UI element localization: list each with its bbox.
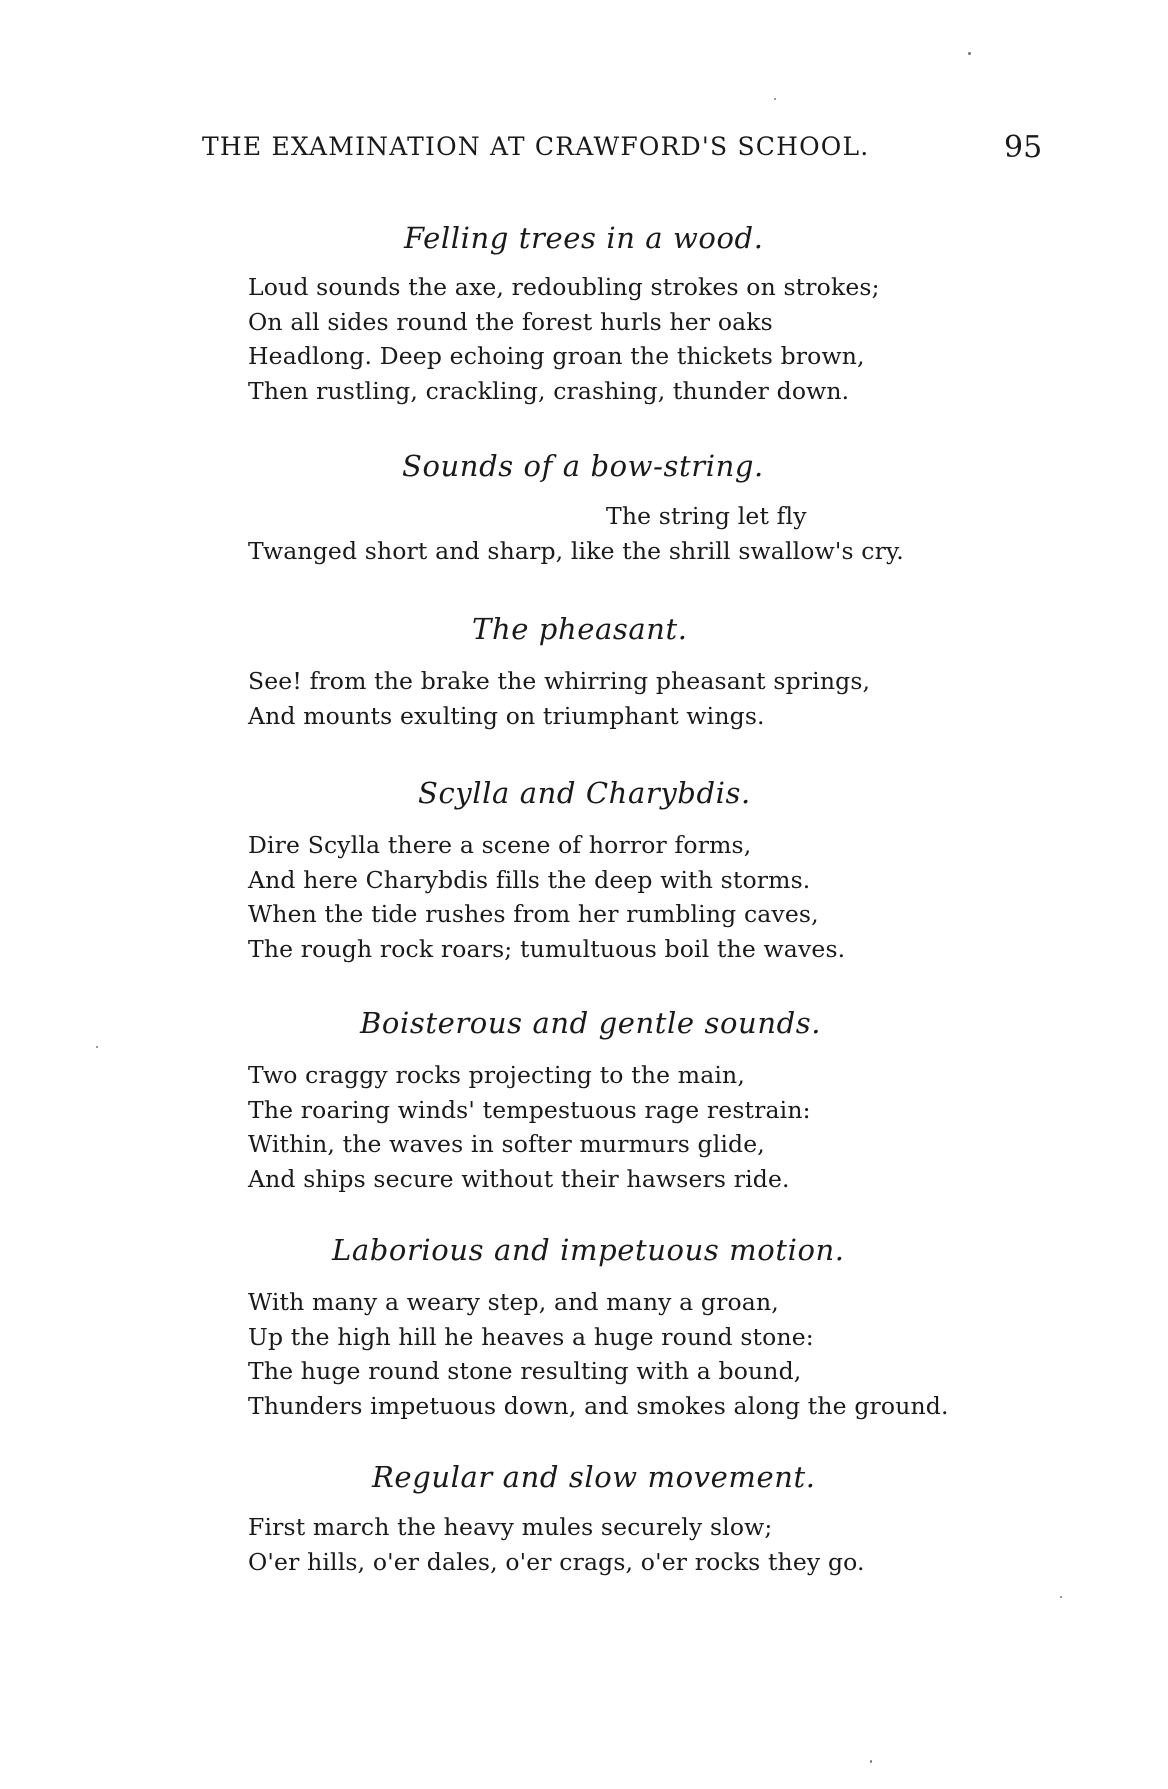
- verse-line: Dire Scylla there a scene of horror forms,: [248, 831, 752, 859]
- page-number: 95: [1004, 130, 1043, 165]
- verse-line: Headlong. Deep echoing groan the thickets brown,: [248, 342, 865, 370]
- verse-line: The rough rock roars; tumultuous boil the waves.: [248, 934, 846, 963]
- verse-line: Two craggy rocks projecting to the main,: [248, 1061, 745, 1089]
- verse-line: The string let fly: [606, 502, 807, 530]
- verse: [248, 664, 870, 733]
- verse: [248, 828, 845, 966]
- scan-speck: [1060, 1596, 1062, 1598]
- verse-line: And here Charybdis fills the deep with storms.: [248, 865, 811, 894]
- section-title: Scylla and Charybdis.: [418, 776, 751, 810]
- verse-line: When the tide rushes from her rumbling caves,: [248, 900, 819, 928]
- section-title: Sounds of a bow-string.: [402, 449, 764, 483]
- verse-line: Within, the waves in softer murmurs glide,: [248, 1130, 765, 1158]
- verse-line: Loud sounds the axe, redoubling strokes on strokes;: [248, 273, 880, 301]
- verse: [248, 1285, 949, 1423]
- verse-line: Twanged short and sharp, like the shrill swallow's cry.: [248, 536, 904, 565]
- section-title: Felling trees in a wood.: [404, 221, 764, 255]
- verse-line: See! from the brake the whirring pheasant springs,: [248, 667, 871, 695]
- verse: [248, 1058, 811, 1196]
- scan-speck: [968, 52, 971, 55]
- verse-line: Up the high hill he heaves a huge round stone:: [248, 1322, 814, 1351]
- verse: [248, 270, 880, 408]
- section-title: The pheasant.: [472, 612, 688, 646]
- scan-speck: [96, 1046, 98, 1048]
- verse: [248, 1510, 865, 1579]
- running-head: THE EXAMINATION AT CRAWFORD'S SCHOOL.: [202, 132, 870, 161]
- verse-line: With many a weary step, and many a groan,: [248, 1288, 779, 1316]
- verse-line: Then rustling, crackling, crashing, thunder down.: [248, 376, 850, 405]
- verse-line: The roaring winds' tempestuous rage restrain:: [248, 1095, 811, 1124]
- verse-line: And ships secure without their hawsers ride.: [248, 1164, 790, 1193]
- verse-line: On all sides round the forest hurls her oaks: [248, 307, 773, 336]
- verse: [248, 499, 904, 568]
- verse-line: The huge round stone resulting with a bound,: [248, 1357, 802, 1385]
- section-title: Laborious and impetuous motion.: [332, 1233, 845, 1267]
- scan-speck: [774, 98, 776, 100]
- scan-speck: [870, 1760, 872, 1763]
- verse-line: Thunders impetuous down, and smokes along the ground.: [248, 1391, 949, 1420]
- verse-line: First march the heavy mules securely slow;: [248, 1513, 773, 1541]
- verse-line: O'er hills, o'er dales, o'er crags, o'er rocks they go.: [248, 1547, 865, 1576]
- verse-line: And mounts exulting on triumphant wings.: [248, 701, 765, 730]
- section-title: Regular and slow movement.: [372, 1460, 816, 1494]
- section-title: Boisterous and gentle sounds.: [360, 1006, 822, 1040]
